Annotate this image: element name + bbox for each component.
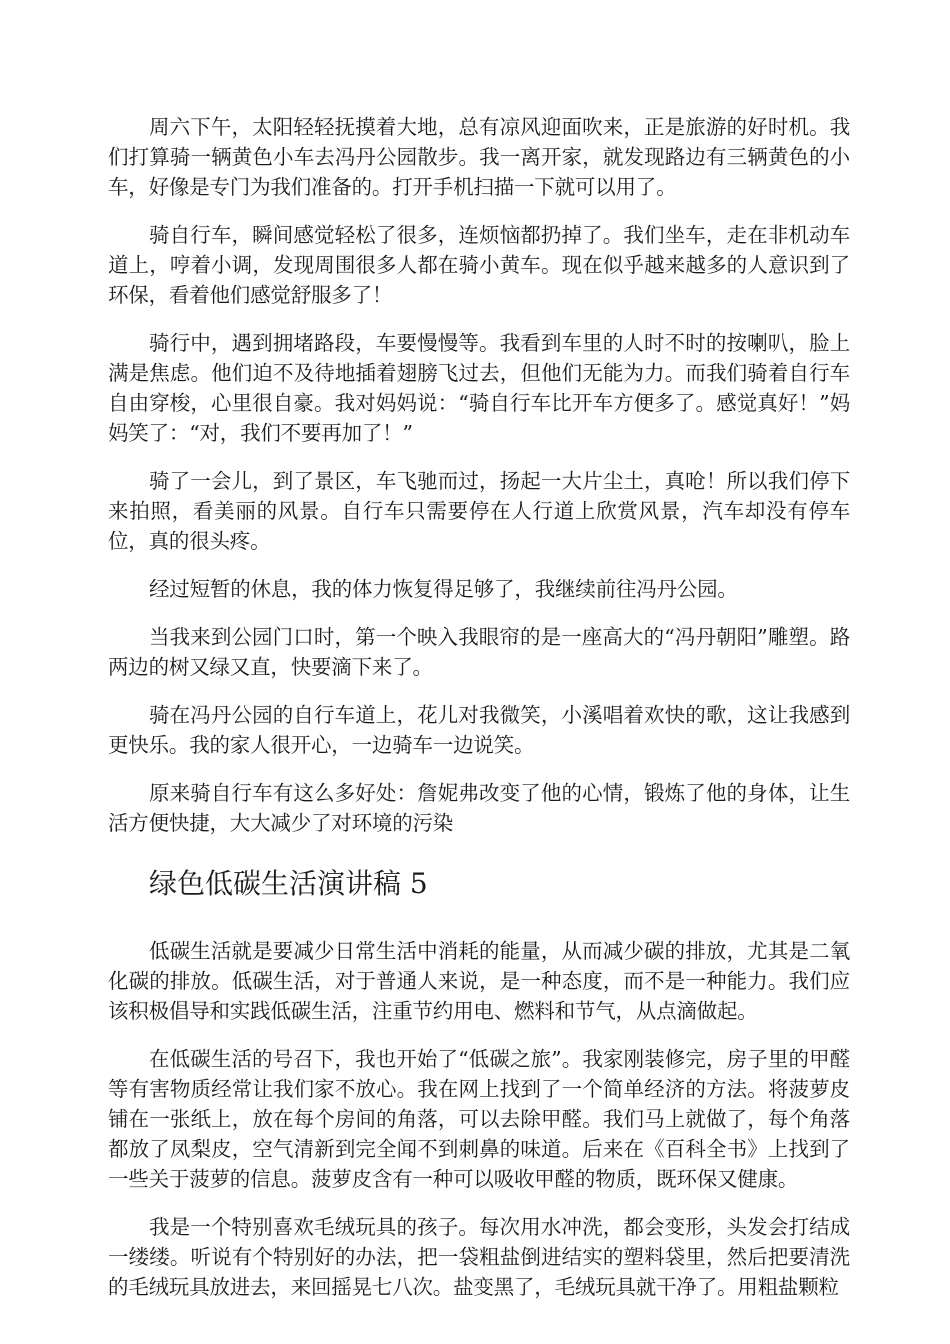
paragraph: 经过短暂的休息，我的体力恢复得足够了，我继续前往冯丹公园。: [149, 577, 738, 601]
document-page: [108, 112, 850, 1320]
paragraph: 骑在冯丹公园的自行车道上，花儿对我微笑，小溪唱着欢快的歌，这让我感到更快乐。我的家人很开心，一边骑车一边说笑。: [108, 703, 850, 757]
section-heading: 绿色低碳生活演讲稿 5: [149, 867, 428, 900]
paragraph: 原来骑自行车有这么多好处：詹妮弗改变了他的心情，锻炼了他的身体，让生活方便快捷，大大减少了对环境的污染: [108, 781, 850, 835]
paragraph: 当我来到公园门口时，第一个映入我眼帘的是一座高大的“冯丹朝阳”雕塑。路两边的树又绿又直，快要滴下来了。: [108, 625, 850, 679]
paragraph: 我是一个特别喜欢毛绒玩具的孩子。每次用水冲洗，都会变形，头发会打结成一缕缕。听说有个特别好的办法，把一袋粗盐倒进结实的塑料袋里，然后把要清洗的毛绒玩具放进去，来回摇晃七八次。盐变黑了，毛绒玩具就干净了。用粗盐颗粒: [108, 1215, 850, 1299]
paragraph: 在低碳生活的号召下，我也开始了“低碳之旅”。我家刚装修完，房子里的甲醛等有害物质经常让我们家不放心。我在网上找到了一个简单经济的方法。将菠萝皮铺在一张纸上，放在每个房间的角落，可以去除甲醛。我们马上就做了，每个角落都放了凤梨皮，空气清新到完全闻不到刺鼻的味道。后来在《百科全书》上找到了一些关于菠萝的信息。菠萝皮含有一种可以吸收甲醛的物质，既环保又健康。: [108, 1047, 850, 1191]
paragraph: 骑行中，遇到拥堵路段，车要慢慢等。我看到车里的人时不时的按喇叭，脸上满是焦虑。他们迫不及待地插着翅膀飞过去，但他们无能为力。而我们骑着自行车自由穿梭，心里很自豪。我对妈妈说：“骑自行车比开车方便多了。感觉真好！”妈妈笑了：“对，我们不要再加了！”: [108, 331, 850, 445]
paragraph: 低碳生活就是要减少日常生活中消耗的能量，从而减少碳的排放，尤其是二氧化碳的排放。低碳生活，对于普通人来说，是一种态度，而不是一种能力。我们应该积极倡导和实践低碳生活，注重节约用电、燃料和节气，从点滴做起。: [108, 939, 850, 1023]
paragraph: 骑自行车，瞬间感觉轻松了很多，连烦恼都扔掉了。我们坐车，走在非机动车道上，哼着小调，发现周围很多人都在骑小黄车。现在似乎越来越多的人意识到了环保，看着他们感觉舒服多了！: [108, 223, 850, 307]
paragraph: 骑了一会儿，到了景区，车飞驰而过，扬起一大片尘土，真呛！所以我们停下来拍照，看美丽的风景。自行车只需要停在人行道上欣赏风景，汽车却没有停车位，真的很头疼。: [108, 469, 850, 553]
paragraph: 周六下午，太阳轻轻抚摸着大地，总有凉风迎面吹来，正是旅游的好时机。我们打算骑一辆黄色小车去冯丹公园散步。我一离开家，就发现路边有三辆黄色的小车，好像是专门为我们准备的。打开手机扫描一下就可以用了。: [108, 115, 850, 199]
